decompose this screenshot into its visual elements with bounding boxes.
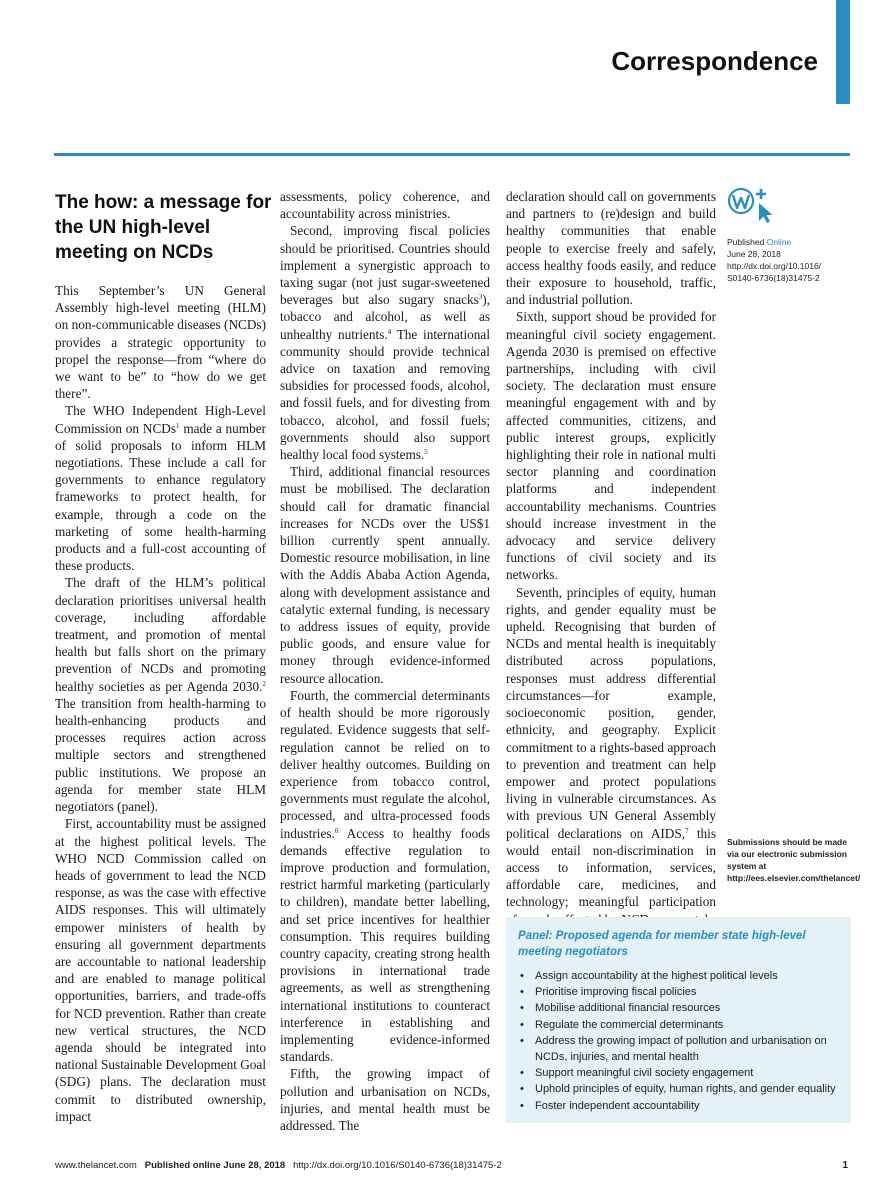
paragraph: First, accountability must be assigned at the highest political levels. The WHO NCD Commission called on heads of government to lead the NCD response, as was the case with effective AIDS responses. This will ultimately empower ministers of health by ensuring all government departments are accountable to national leadership and are enabled to manage political opportunities, barriers, and trade-offs for NCD prevention. Rather than create new vertical structures, the NCD agenda should be integrated into national Sustainable Development Goal (SDG) plans. The declaration must commit to distributed ownership, impact [55,816,266,1124]
column-3 [506,188,716,928]
list-item: • Regulate the commercial determinants [518,1017,839,1033]
doi-id[interactable]: S0140-6736(18)31475-2 [727,273,820,283]
footer-site-link[interactable]: www.thelancet.com [55,1160,137,1171]
agenda-panel [506,917,851,1123]
doi-link[interactable]: http://dx.doi.org/10.1016/ [727,261,822,271]
reference-marker[interactable]: 6 [334,826,339,835]
paragraph: Third, additional financial resources must be mobilised. The declaration should call for dramatic financial increases for NCDs over the US$1 billion currently spent annually. Domestic resource mobilisation, in line with the Addis Ababa Action Agenda, along with development assistance and catalytic external funding, is necessary to address issues of equity, provide public goods, and ensure value for money through evidence-informed resource allocation. [280,464,490,686]
column-1 [55,282,266,1125]
online-publication-icon[interactable] [727,187,779,223]
list-item: • Support meaningful civil society engagement [518,1065,839,1081]
submissions-note: Submissions should be made via our electronic submission system at http://ees.elsevier.com/thelancet/ [727,837,861,883]
section-title: Correspondence [611,46,818,76]
reference-marker[interactable]: 1 [176,421,180,430]
page-footer [55,1160,502,1171]
header-rule [54,153,850,156]
footer-published: Published online June 28, 2018 [144,1160,286,1171]
list-item: • Prioritise improving fiscal policies [518,984,839,1000]
paragraph: Second, improving fiscal policies should be prioritised. Countries should implement a synergistic approach to taxing sugar (not just sugar-sweetened beverages but also sugary snacks$^3$), tobacco and alcohol, as well as unhealthy nutrients.$^4$ The international community should provide technical advice on taxation and removing subsidies for processed foods, alcohol, and fossil fuels, and for divesting from tobacco, alcohol, and fossil fuels; governments should also support healthy local food systems.$^5$ [280,223,490,463]
paragraph: Seventh, principles of equity, human rights, and gender equality must be upheld. Recognising that burden of NCDs and mental health is inequitably distributed across populations, responses must address differential circumstances—for example, socioeconomic position, gender, ethnicity, and geography. Explicit commitment to a rights-based approach to prevention and treatment can help empower and protect populations living in vulnerable circumstances. As with previous UN General Assembly political declarations on AIDS,$^7$ this would entail non-discrimination in access to information, services, affordable care, medicines, and technology; meaningful participation [506,584,716,910]
paragraph: Fourth, the commercial determinants of health should be more rigorously regulated. Evidence suggests that self-regulation cannot be relied on to deliver healthy outcomes. Building on experience from tobacco control, governments must regulate the alcohol, processed, and ultra-processed foods industries.$^6$ Access to healthy foods demands effective regulation to improve production and formulation, restrict harmful marketing (particularly to children), mandate better labelling, and set price incentives for healthier consumption. This requires building country capacity, creating strong health provisions in international trade agreements, as well as strengthening international institutions to counteract interference in establishing and implementing evidence-informed standards. [280,687,490,1065]
paragraph: This September’s UN General Assembly high-level meeting (HLM) on non-communicable diseases (NCDs) provides a strategic opportunity to propel the response—from “where do we want to be” to “how do we get there”. [55,283,266,402]
paragraph: declaration should call on governments and partners to (re)design and build healthy communities that enable people to exercise freely and safely, access healthy foods easily, and reduce their exposure to household, traffic, and industrial pollution. [506,189,716,308]
list-item: • Assign accountability at the highest political levels [518,968,839,984]
reference-marker[interactable]: 3 [478,293,483,302]
header-accent-bar [836,0,850,104]
reference-marker[interactable]: 4 [387,327,392,336]
publication-info: Published Online June 28, 2018 http://dx.doi.org/10.1016/ S0140-6736(18)31475-2 [727,236,847,284]
reference-marker[interactable]: 2 [262,679,266,688]
article-title: The how: a message for the UN high-level meeting on NCDs [55,192,272,263]
list-item: • Mobilise additional financial resources [518,1000,839,1016]
paragraph: Sixth, support shoud be provided for meaningful civil society engagement. Agenda 2030 is premised on effective partnerships, including with civil society. The declaration must ensure meaningful engagement with and by affected communities, citizens, and public interest groups, explicitly highlighting their role in national multi sector planning and coordination platforms and independent accountability mechanisms. Countries should increase investment in the advocacy and service delivery functions of civil society and its networks. [506,309,716,583]
list-item: • Uphold principles of equity, human rights, and gender equality [518,1081,839,1097]
paragraph: The WHO Independent High-Level Commission on NCDs$^1$ made a number of solid proposals to inform HLM negotiations. These include a call for governments to enhance regulatory frameworks to protect health, for example, through a code on the marketing of some health-harming products and a full-cost accounting of these products. [55,403,266,574]
page-number: 1 [842,1160,848,1171]
online-label: Online [766,237,792,247]
footer-doi-link[interactable]: http://dx.doi.org/10.1016/S0140-6736(18)31475-2 [293,1160,502,1171]
reference-marker[interactable]: 5 [424,448,428,457]
publication-date: June 28, 2018 [727,249,781,259]
paragraph: Fifth, the growing impact of pollution and urbanisation on NCDs, injuries, and mental health must be addressed. The [280,1066,490,1133]
panel-title: Panel: Proposed agenda for member state high-level meeting negotiators [518,930,806,958]
list-item: • Address the growing impact of pollution and urbanisation on NCDs, injuries, and mental health [518,1033,839,1065]
paragraph: assessments, policy coherence, and accountability across ministries. [280,189,490,222]
list-item: • Foster independent accountability [518,1098,839,1114]
paragraph: The draft of the HLM’s political declaration prioritises universal health coverage, including affordable treatment, and promotion of mental health but falls short on the primary prevention of NCDs and promoting healthy societies as per Agenda 2030.$^2$ The transition from health-harming to health-enhancing products and processes requires action across multiple sectors and strengthened public institutions. We propose an agenda for member state HLM negotiators (panel). [55,575,266,815]
reference-marker[interactable]: 7 [685,826,689,835]
panel-list [518,968,839,1114]
column-2 [280,188,490,1134]
